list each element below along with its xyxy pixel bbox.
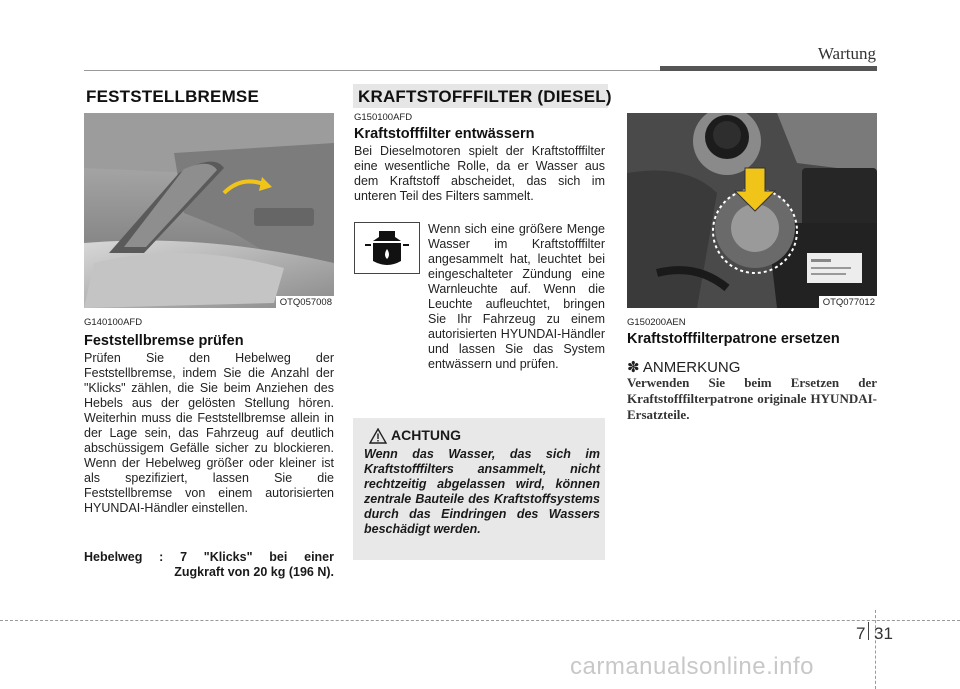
parking-brake-illustration — [84, 113, 334, 308]
warning-text: Wenn das Wasser, das sich im Kraftstofffilters ansammelt, nicht rechtzeitig abgelassen wird, können zentrale Bauteile des Kraftstoffsystems durch das Eindringen des Wassers beschädigt werden. — [364, 447, 600, 536]
section-title-kraftstofffilter: KRAFTSTOFFFILTER (DIESEL) — [358, 87, 612, 106]
warning-triangle-icon — [369, 428, 387, 449]
note-title: ✽ ANMERKUNG — [627, 359, 741, 376]
body-text: Bei Dieselmotoren spielt der Kraftstofffilter eine wesentliche Rolle, da er Wasser aus dem Kraftstoff abscheidet, das sich im unteren Teil des Filters sammelt. — [354, 144, 605, 203]
body-text: Prüfen Sie den Hebelweg der Feststellbremse, indem Sie die Anzahl der "Klicks" zählen, die Sie beim Anziehen des Hebels aus der gelösten Stellung hören. Weiterhin muss die Feststellbremse allein in der Lage sein, das Fahrzeug auf deutlich abschüssigem Gefälle sicher zu blockieren. Wenn der Hebelweg größer oder kleiner ist als spezifiziert, lassen Sie die Feststellbremse von einem autorisierten HYUNDAI-Händler einstellen. — [84, 351, 334, 515]
fuel-filter-illustration — [627, 113, 877, 308]
watermark: carmanualsonline.info — [570, 653, 814, 680]
footer-vertical-rule — [875, 610, 876, 689]
warning-title: ACHTUNG — [391, 427, 461, 443]
photo-label: OTQ077012 — [819, 296, 877, 308]
section-code: G150100AFD — [354, 112, 413, 123]
page-separator — [868, 622, 869, 640]
subheading: Kraftstofffilterpatrone ersetzen — [627, 331, 840, 347]
warning-box — [353, 418, 605, 560]
spec-line-1: Hebelweg : 7 "Klicks" bei einer — [84, 550, 334, 564]
engine-bay-photo — [627, 113, 877, 308]
page-number: 31 — [874, 624, 893, 643]
header-accent-bar — [660, 66, 877, 71]
section-code: G150200AEN — [627, 317, 686, 328]
parking-brake-photo — [84, 113, 334, 308]
photo-label: OTQ057008 — [276, 296, 334, 308]
footer-rule — [0, 620, 960, 621]
note-text: Verwenden Sie beim Ersetzen der Kraftstofffilterpatrone originale HYUNDAI-Ersatzteile. — [627, 375, 877, 422]
section-title-feststellbremse: FESTSTELLBREMSE — [86, 87, 260, 106]
water-in-fuel-warning-icon — [354, 222, 420, 274]
body-text-2: Wenn sich eine größere Menge Wasser im Kraftstofffilter angesammelt hat, leuchtet bei eingeschalteter Zündung eine Warnleuchte auf. Wenn die Leuchte aufleuchtet, bringen Sie Ihr Fahrzeug zu einem autorisierten HYUNDAI-Händler und lassen Sie das System entwässern und prüfen. — [428, 222, 605, 371]
chapter-number: 7 — [856, 624, 866, 643]
section-code: G140100AFD — [84, 317, 143, 328]
subheading: Feststellbremse prüfen — [84, 333, 244, 349]
chapter-header-title: Wartung — [817, 44, 876, 63]
subheading: Kraftstofffilter entwässern — [354, 126, 535, 142]
spec-line-2: Zugkraft von 20 kg (196 N). — [174, 565, 334, 579]
